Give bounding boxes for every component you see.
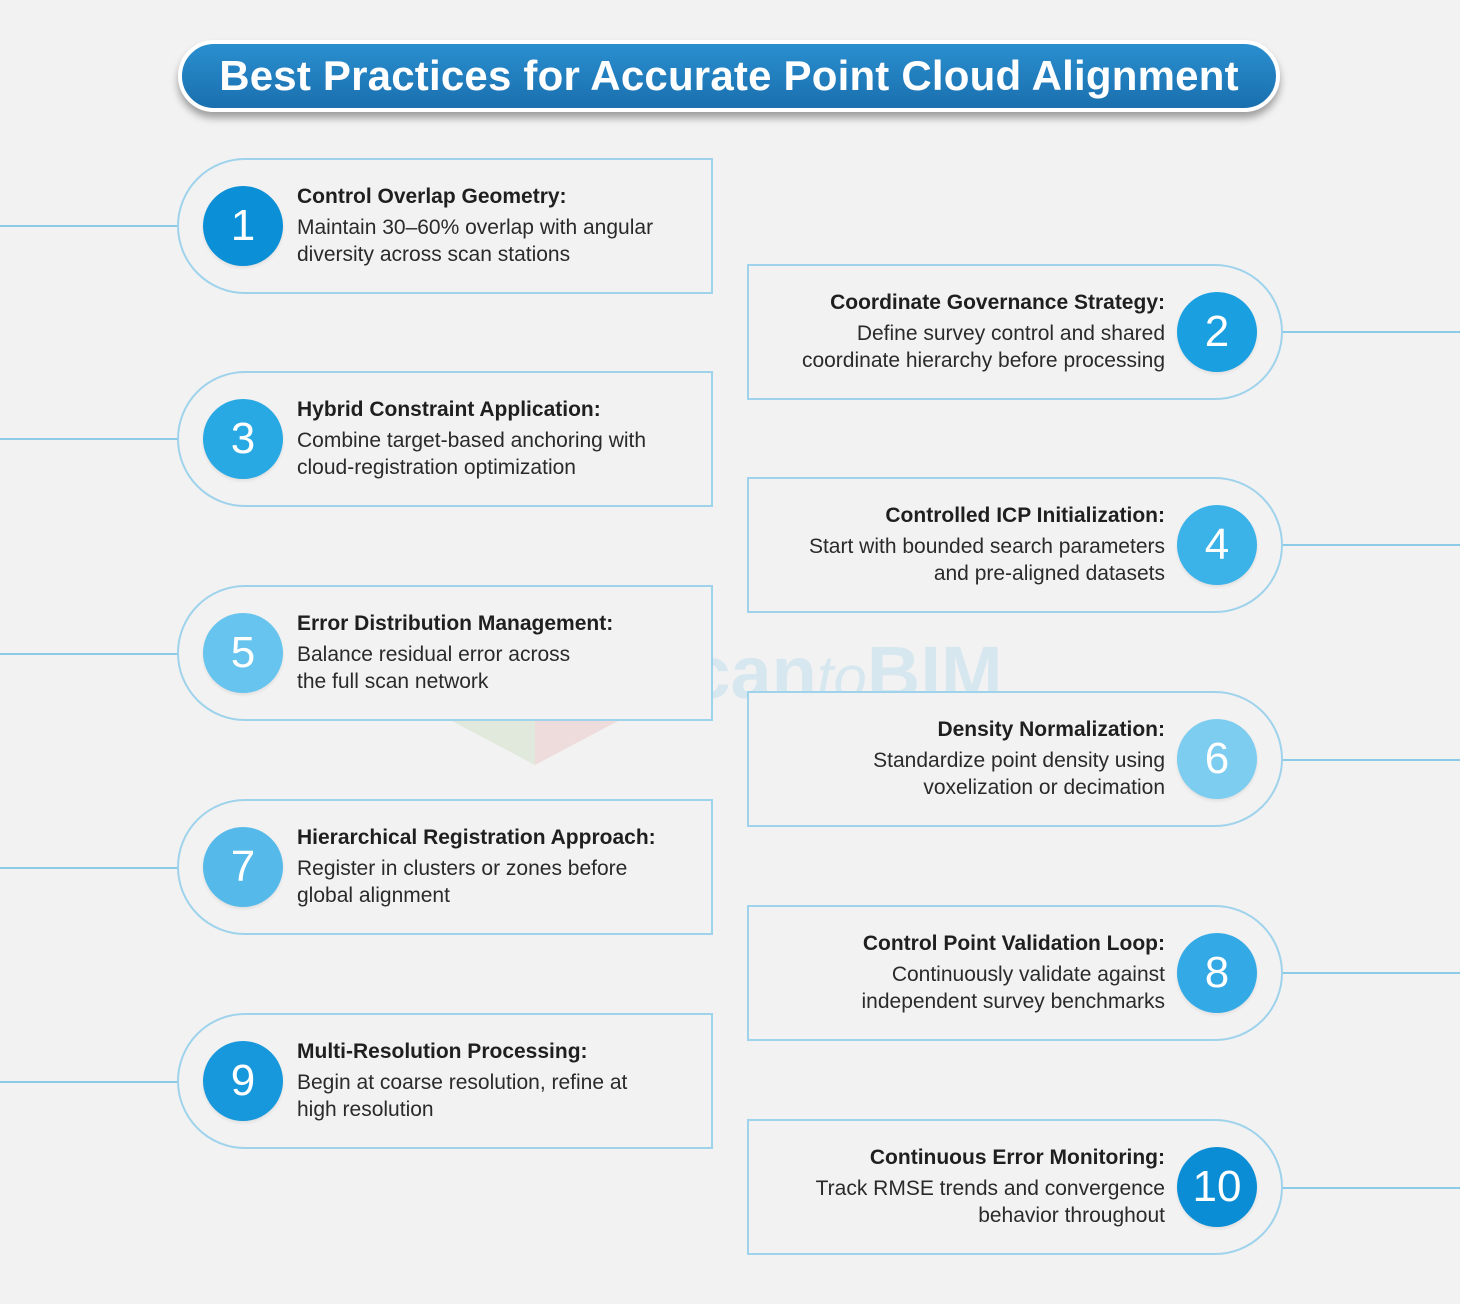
number-badge-1: 1 xyxy=(203,186,283,266)
card-desc-8-line-1: Continuously validate against xyxy=(891,963,1165,986)
card-title-10: Continuous Error Monitoring: xyxy=(869,1146,1165,1169)
card-text-10 xyxy=(759,1143,1165,1229)
card-desc-2-line-1: Define survey control and shared xyxy=(856,322,1165,345)
title-banner xyxy=(178,40,1280,112)
card-desc-10 xyxy=(759,1175,1165,1229)
number-badge-5: 5 xyxy=(203,613,283,693)
card-desc-1-line-1: Maintain 30–60% overlap with angular xyxy=(297,216,654,239)
card-desc-4-line-1: Start with bounded search parameters xyxy=(808,535,1165,558)
card-desc-3 xyxy=(297,427,697,481)
practice-card-9 xyxy=(177,1013,713,1149)
card-desc-9-line-2: high resolution xyxy=(297,1098,434,1121)
card-title-3: Hybrid Constraint Application: xyxy=(297,398,601,421)
card-text-9 xyxy=(297,1037,697,1123)
practice-card-7 xyxy=(177,799,713,935)
number-badge-6: 6 xyxy=(1177,719,1257,799)
card-title-4: Controlled ICP Initialization: xyxy=(885,504,1165,527)
practice-card-3 xyxy=(177,371,713,507)
connector-4 xyxy=(1278,544,1460,546)
card-text-3 xyxy=(297,395,697,481)
card-title-2: Coordinate Governance Strategy: xyxy=(830,291,1165,314)
number-badge-10: 10 xyxy=(1177,1147,1257,1227)
connector-6 xyxy=(1278,759,1460,761)
card-text-4 xyxy=(759,501,1165,587)
card-desc-2-line-2: coordinate hierarchy before processing xyxy=(801,349,1165,372)
card-desc-5-line-2: the full scan network xyxy=(297,670,489,693)
card-desc-10-line-2: behavior throughout xyxy=(978,1204,1165,1227)
connector-1 xyxy=(0,225,180,227)
card-desc-7-line-2: global alignment xyxy=(297,884,450,907)
number-badge-9: 9 xyxy=(203,1041,283,1121)
connector-7 xyxy=(0,867,180,869)
connector-9 xyxy=(0,1081,180,1083)
practice-card-1 xyxy=(177,158,713,294)
card-title-7: Hierarchical Registration Approach: xyxy=(297,826,656,849)
card-desc-9 xyxy=(297,1069,697,1123)
card-desc-6-line-2: voxelization or decimation xyxy=(923,776,1165,799)
card-text-2 xyxy=(759,288,1165,374)
card-text-6 xyxy=(759,715,1165,801)
practice-card-6 xyxy=(747,691,1283,827)
practice-card-10 xyxy=(747,1119,1283,1255)
card-desc-8-line-2: independent survey benchmarks xyxy=(861,990,1165,1013)
card-desc-1-line-2: diversity across scan stations xyxy=(297,243,571,266)
card-desc-4-line-2: and pre-aligned datasets xyxy=(933,562,1165,585)
card-desc-2 xyxy=(759,320,1165,374)
connector-5 xyxy=(0,653,180,655)
card-text-5 xyxy=(297,609,697,695)
card-title-6: Density Normalization: xyxy=(937,718,1165,741)
card-desc-6 xyxy=(759,747,1165,801)
watermark-word-bim: BIM xyxy=(866,631,1003,714)
card-text-1 xyxy=(297,182,697,268)
connector-8 xyxy=(1278,972,1460,974)
card-title-8: Control Point Validation Loop: xyxy=(862,932,1165,955)
card-text-7 xyxy=(297,823,697,909)
number-badge-3: 3 xyxy=(203,399,283,479)
number-badge-7: 7 xyxy=(203,827,283,907)
card-desc-7-line-1: Register in clusters or zones before xyxy=(297,857,628,880)
practice-card-4 xyxy=(747,477,1283,613)
card-title-5: Error Distribution Management: xyxy=(297,612,614,635)
card-title-9: Multi-Resolution Processing: xyxy=(297,1040,588,1063)
card-desc-6-line-1: Standardize point density using xyxy=(873,749,1165,772)
watermark-word-to: to xyxy=(816,644,867,711)
card-desc-4 xyxy=(759,533,1165,587)
card-desc-10-line-1: Track RMSE trends and convergence xyxy=(815,1177,1165,1200)
connector-2 xyxy=(1278,331,1460,333)
card-title-1: Control Overlap Geometry: xyxy=(297,185,567,208)
watermark-word-scan: Scan xyxy=(640,631,817,714)
card-desc-5 xyxy=(297,641,697,695)
card-desc-5-line-1: Balance residual error across xyxy=(297,643,571,666)
practice-card-8 xyxy=(747,905,1283,1041)
card-desc-3-line-1: Combine target-based anchoring with xyxy=(297,429,647,452)
practice-card-5 xyxy=(177,585,713,721)
number-badge-4: 4 xyxy=(1177,505,1257,585)
card-desc-1 xyxy=(297,214,697,268)
number-badge-8: 8 xyxy=(1177,933,1257,1013)
card-desc-9-line-1: Begin at coarse resolution, refine at xyxy=(297,1071,628,1094)
practice-card-2 xyxy=(747,264,1283,400)
number-badge-2: 2 xyxy=(1177,292,1257,372)
card-desc-8 xyxy=(759,961,1165,1015)
card-text-8 xyxy=(759,929,1165,1015)
card-desc-7 xyxy=(297,855,697,909)
connector-10 xyxy=(1278,1187,1460,1189)
page-title: Best Practices for Accurate Point Cloud Alignment xyxy=(219,52,1239,99)
connector-3 xyxy=(0,438,180,440)
card-desc-3-line-2: cloud-registration optimization xyxy=(297,456,576,479)
